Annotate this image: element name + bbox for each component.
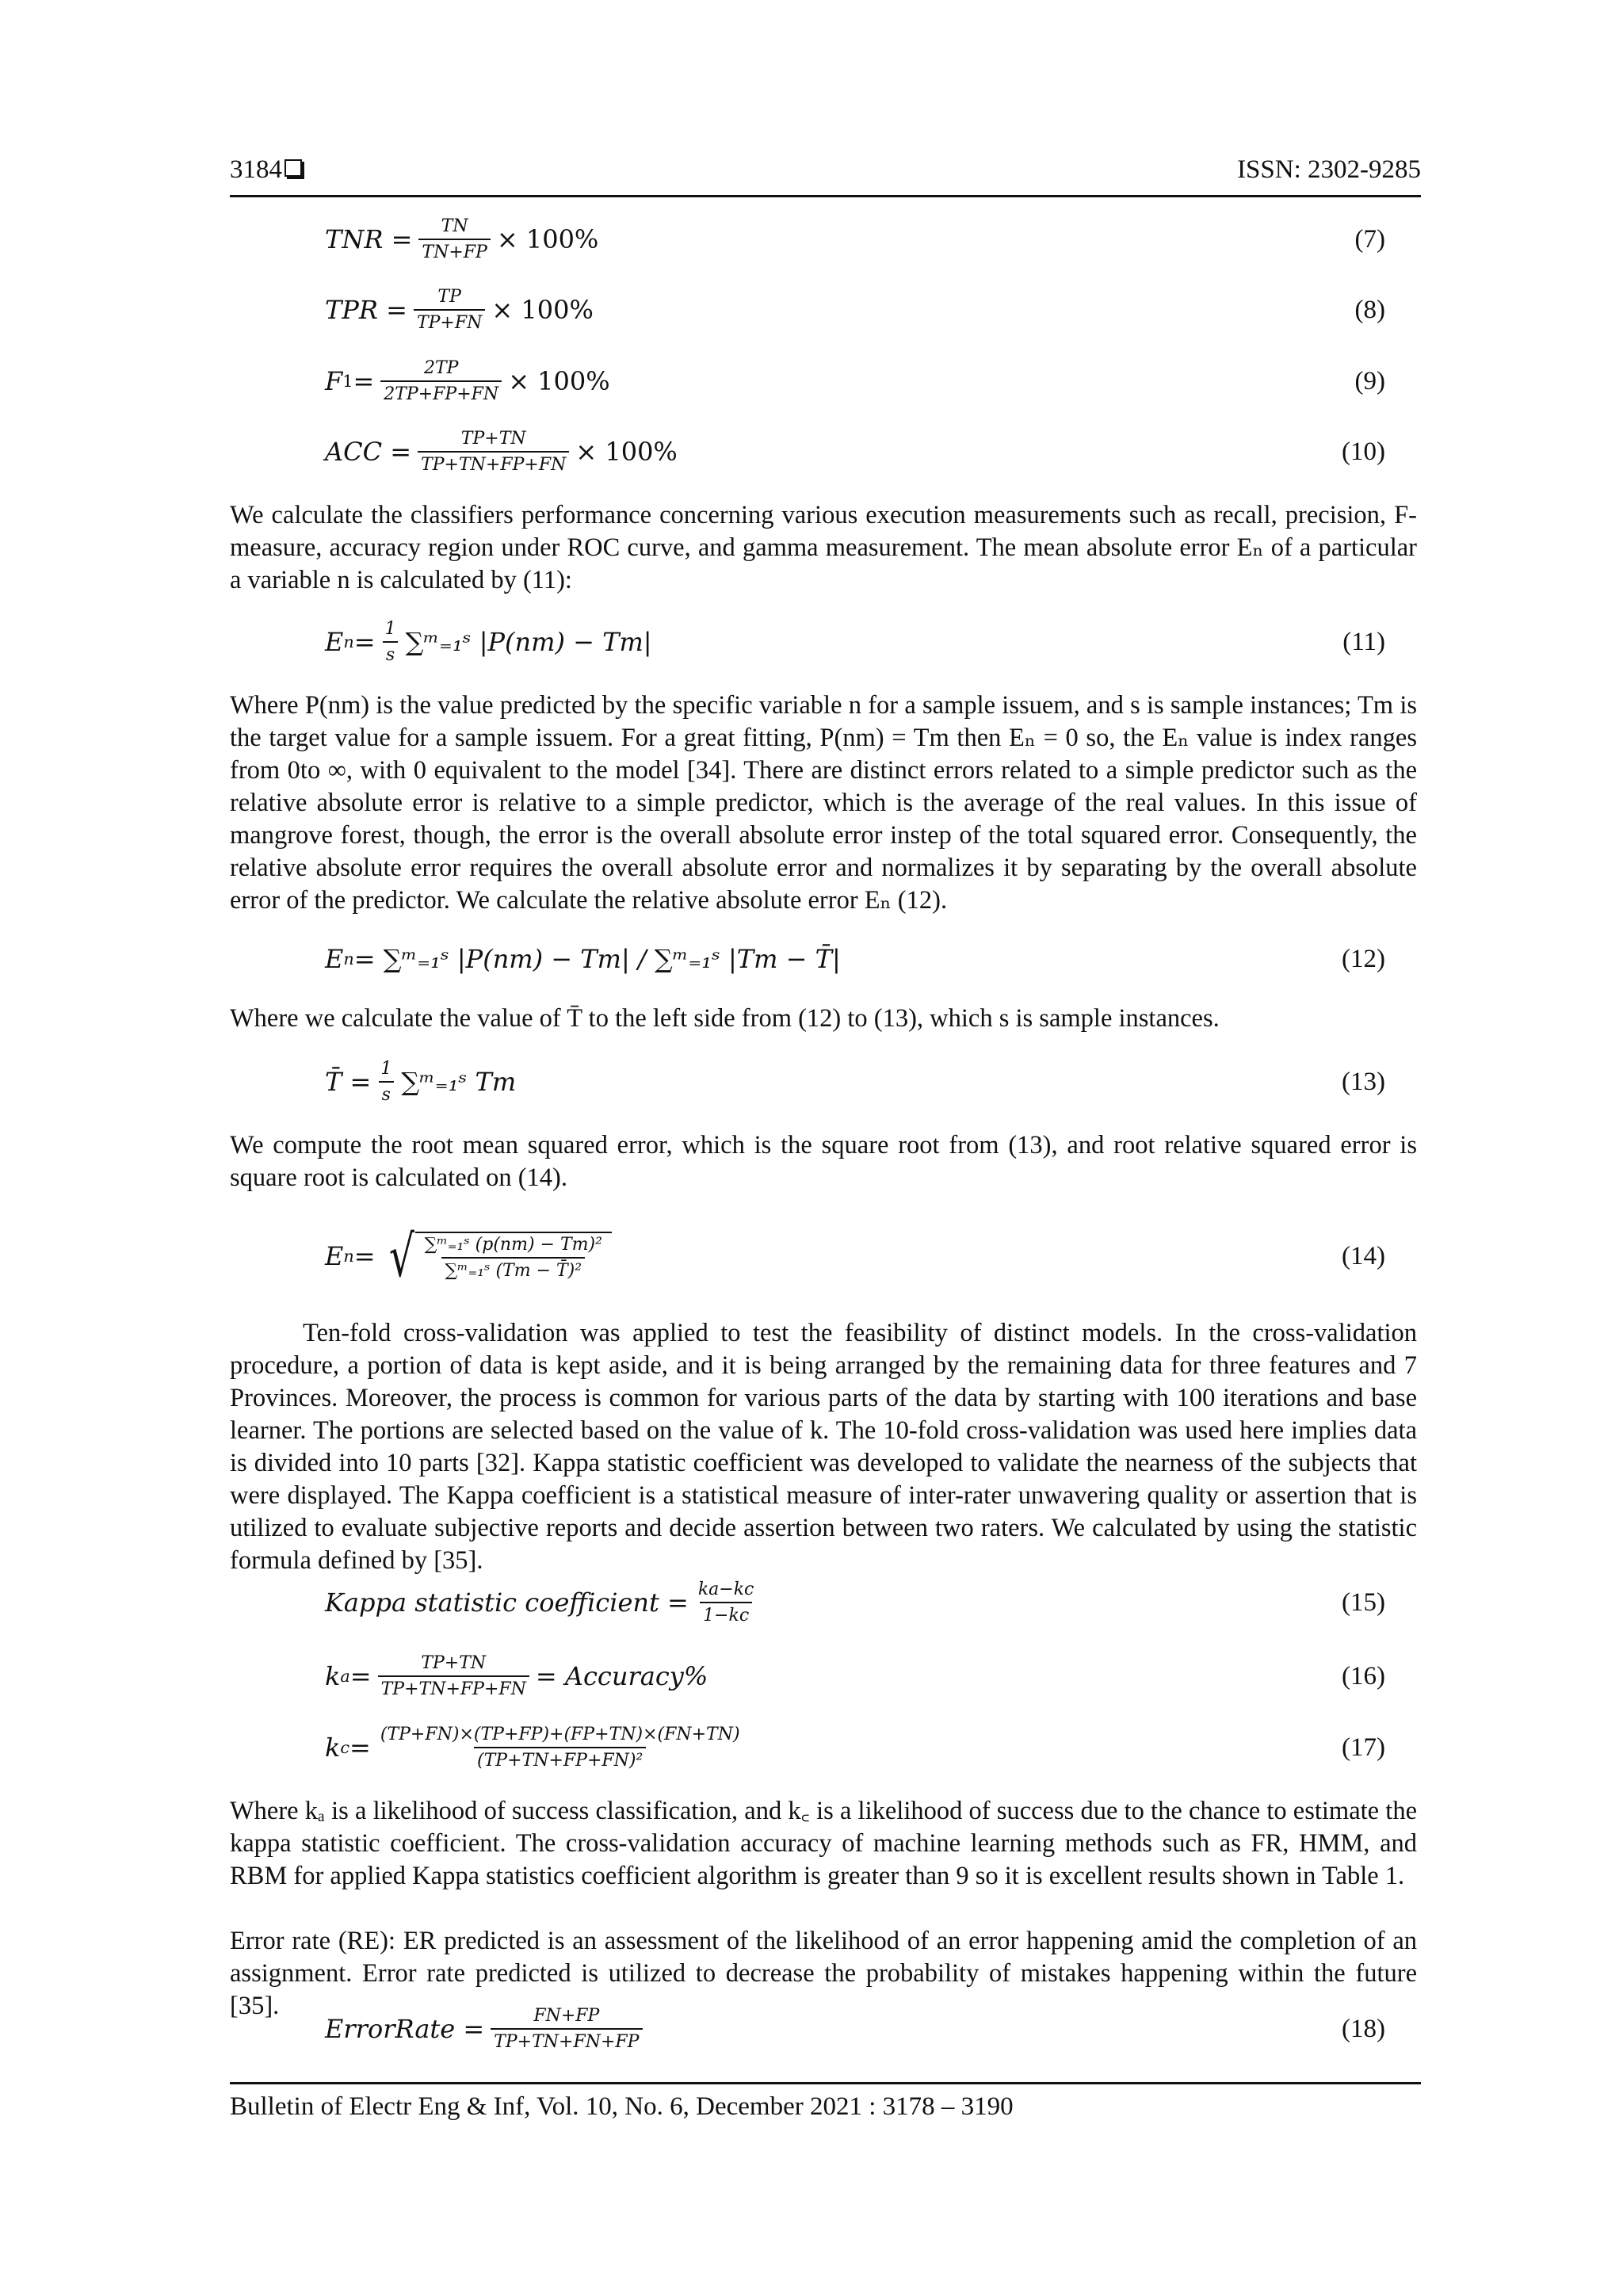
equation-number: (15): [1342, 1587, 1385, 1617]
equation-15: Kappa statistic coefficient = $\frac{ka-kc}{1-kc}$ (15): [325, 1571, 1385, 1634]
running-footer: Bulletin of Electr Eng & Inf, Vol. 10, No. 6, December 2021 : 3178 – 3190: [230, 2082, 1421, 2122]
equation-number: (14): [1342, 1241, 1385, 1270]
paragraph-5: Ten-fold cross-validation was applied to test the feasibility of distinct models. In the cross-validation procedure, a portion of data is kept aside, and it is being arranged by the remaining data for three features and 7 Provinces. Moreover, the process is common for various parts of the data by starting with 100 iterations and base learner. The portions are selected based on the value of k. The 10-fold cross-validation was used here implies data is divided into 10 parts [32]. Kappa statistic coefficient was developed to validate the nearness of the subjects that were displayed. The Kappa coefficient is a statistical measure of inter-rater unwavering quality or assertion that is utilized to evaluate subjective reports and decide assertion between two raters. We calculated by using the statistic formula defined by [35].: [230, 1319, 1417, 1575]
equation-14: E n = √ $\frac{\text{∑ᵐ₌₁ˢ (p(nm) − Tm)²}}{\text{∑ᵐ₌₁ˢ (Tm − T̄)²}}$ (14): [325, 1217, 1385, 1296]
paragraph-3: Where we calculate the value of T̄ to the left side from (12) to (13), which s is sample instances.: [230, 1004, 1220, 1033]
square-root: √ $\frac{\text{∑ᵐ₌₁ˢ (p(nm) − Tm)²}}{\text{∑ᵐ₌₁ˢ (Tm − T̄)²}}$: [384, 1228, 612, 1285]
equation-number: (10): [1342, 437, 1385, 466]
equation-number: (8): [1354, 295, 1385, 324]
paragraph-4: We compute the root mean squared error, which is the square root from (13), and root relative squared error is square root is calculated on (14).: [230, 1131, 1417, 1192]
equation-12: E n = ∑ᵐ₌₁ˢ |P(nm) − Tm| / ∑ᵐ₌₁ˢ |Tm − T̄| (12): [325, 927, 1385, 991]
equation-8: TPR = $\frac{TP}{TP+FN}$ × 100% (8): [325, 278, 1385, 342]
page-box-icon: [285, 159, 302, 177]
running-header: [230, 155, 1421, 197]
issn: ISSN: 2302-9285: [1237, 155, 1421, 184]
equation-number: (16): [1342, 1661, 1385, 1690]
equation-16: k a = $\frac{TP+TN}{TP+TN+FP+FN}$ = Accuracy% (16): [325, 1645, 1385, 1708]
equation-number: (12): [1342, 944, 1385, 973]
equation-number: (13): [1342, 1067, 1385, 1096]
equation-18: ErrorRate = $\frac{FN+FP}{TP+TN+FN+FP}$ (18): [325, 1997, 1385, 2061]
equation-17: k c = $\frac{(TP+FN)\times(TP+FP)+(FP+TN)\times(FN+TN)}{\text{(TP+TN+FP+FN)²}}$ (17): [325, 1716, 1385, 1779]
equation-number: (18): [1342, 2014, 1385, 2043]
paragraph-2: Where P(nm) is the value predicted by the specific variable n for a sample issuem, and s is sample instances; Tm is the target value for a sample issuem. For a great fitting, P(nm) = Tm then Eₙ = 0 so, the Eₙ value is index ranges from 0to ∞, with 0 equivalent to the model [34]. There are distinct errors related to a simple predictor such as the relative absolute error is relative to a simple predictor, which is the average of the real values. In this issue of mangrove forest, though, the error is the overall absolute error instep of the total squared error. Consequently, the relative absolute error requires the overall absolute error and normalizes it by separating by the overall absolute error of the predictor. We calculate the relative absolute error Eₙ (12).: [230, 691, 1417, 915]
paragraph-1: We calculate the classifiers performance concerning various execution measurements such as recall, precision, F-measure, accuracy region under ROC curve, and gamma measurement. The mean absolute error Eₙ of a particular a variable n is calculated by (11):: [230, 501, 1417, 594]
equation-number: (17): [1342, 1733, 1385, 1762]
equation-11: E n = $\frac{1}{s}$ ∑ᵐ₌₁ˢ |P(nm) − Tm| (11): [325, 610, 1385, 674]
equation-number: (11): [1342, 627, 1385, 656]
paragraph-6: Where kₐ is a likelihood of success classification, and k꜀ is a likelihood of success due to the chance to estimate the kappa statistic coefficient. The cross-validation accuracy of machine learning methods such as FR, HMM, and RBM for applied Kappa statistics coefficient algorithm is greater than 9 so it is excellent results shown in Table 1.: [230, 1797, 1417, 1890]
page-number: 3184: [230, 155, 302, 185]
equation-number: (7): [1354, 224, 1385, 254]
equation-10: ACC = $\frac{TP+TN}{TP+TN+FP+FN}$ × 100% (10): [325, 420, 1385, 483]
equation-number: (9): [1354, 366, 1385, 395]
equation-13: T̄ = $\frac{1}{s}$ ∑ᵐ₌₁ˢ Tm (13): [325, 1050, 1385, 1114]
equation-9: F 1 = $\frac{2TP}{2TP+FP+FN}$ × 100% (9): [325, 350, 1385, 413]
equation-7: TNR = $\frac{TN}{TN+FP}$ × 100% (7): [325, 208, 1385, 271]
paragraph-7: Error rate (RE): ER predicted is an assessment of the likelihood of an error happening amid the completion of an assignment. Error rate predicted is utilized to decrease the probability of mistakes happening within the future [35].: [230, 1927, 1417, 2020]
